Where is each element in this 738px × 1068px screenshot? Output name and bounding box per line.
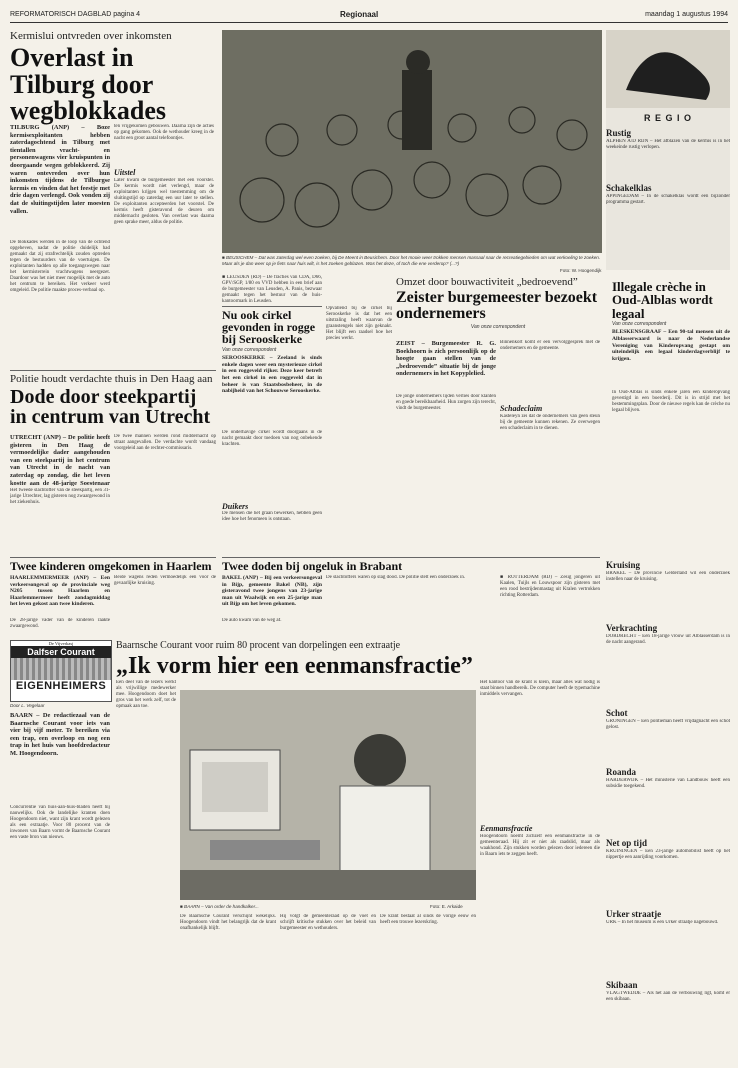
headline: Nu ook cirkel gevonden in rogge bij Serooskerke (222, 308, 316, 347)
kicker: Kermislui ontvreden over inkomsten (10, 30, 172, 42)
body-text-2: Beide wagens reden vermoedelijk een voor de gevaarlijke kruising. (114, 575, 216, 586)
regio-heading: Kruising (606, 560, 641, 570)
article-serooskerke (222, 306, 322, 411)
news-brief-leusden: ■ LEUSDEN (RD) – De fracties van CDA, D66, GPV/SGP, 1/80 en VVD hebben in een brief aan de burgemeester van Leusden, A. Panis, bezwaar gemaakt tegen het bestuur van de huis-kantoormark in Leusden. (222, 275, 322, 304)
kicker: Baarnsche Courant voor ruim 80 procent van dorpelingen een extraatje (116, 640, 401, 651)
regio-column-bottom (606, 556, 730, 1056)
body-text: In Oud-Alblas is sinds enkele jaren een kinderopvang gevestigd in een boerderij. Dit is in strijd met het bestemmingsplan. Door de nieuwe regels kan de crèche nu legaal blijven. (612, 390, 730, 413)
body-text: De jonge ondernemers lijden verlies door klanten en goede bereikbaarheid. Hun zorgen zijn terecht, vindt de burgemeester. (396, 394, 496, 411)
regio-text: HARDERWIJK – Het ministerie van Landbouw heeft een subsidie toegekend. (606, 778, 730, 789)
body-text-5: De krant bestaat al sinds de vorige eeuw en heeft een trouwe lezerskring. (380, 914, 476, 925)
article-tilburg (10, 30, 220, 125)
byline: Van onze correspondent (612, 320, 667, 327)
article-zeist (396, 276, 600, 330)
body-text: Concurrentie van huis-aan-huis-bladen heeft hij nauwelijks. Ook de landelijke kranten doen Hoogendoorn niet, want zijn krant wordt gelezen als een extraatje. Voor 80 procent van de inwoners van Baarn vormt de Baarnsche Courant een vaste bron van nieuws. (10, 805, 110, 840)
article-haarlem (10, 557, 216, 572)
subheading: Schadeclaim (500, 404, 543, 413)
body-text-2: Een deel van de lezers werkt als vrijwillige medewerker mee. Hoogendoorn doet het gros van het werk zelf, tot de opmaak aan toe. (116, 680, 176, 709)
article-brabant (222, 557, 600, 572)
bicycles-illustration (222, 30, 602, 253)
body-text: De auto kwam van de weg af. (222, 618, 282, 623)
regio-heading: Urker straatje (606, 909, 662, 919)
regio-heading: Schakelklas (606, 183, 652, 193)
lead-paragraph: BAKEL (ANP) – Bij een verkeersongeval in Bijp, gemeente Bakel (NB), zijn gisteravond twee jongens van 23-jarige man uit Waalwijk en een 25-jarige man uit Bijp om het leven gekomen. (222, 575, 322, 608)
regio-heading: Net op tijd (606, 838, 647, 848)
regio-heading: Roanda (606, 767, 637, 777)
headline: Zeister burgemeester bezoekt ondernemers (396, 289, 598, 323)
headline: Dode door steekpartij in centrum van Utrecht (10, 386, 211, 429)
article-utrecht (10, 370, 216, 428)
body-text-3: Kasteleyn zei dat de ondernemers van geen steun bij de gemeente kunnen rekenen. Ze overwegen een schadeclaim in te dienen. (500, 414, 600, 431)
regio-text: ALPHEN A/D RIJN – Het afblazen van de kermis is in het weekeinde rustig verlopen. (606, 139, 730, 150)
body-text-2: De mensen die het graan bewerken, hebben geen idee hoe het fenomeen is ontstaan. (222, 511, 322, 522)
lead-paragraph: UTRECHT (ANP) – De politie heeft gisteren in Den Haag de vermoedelijke dader aangehouden van een steekpartij in het centrum van Utrecht in de nacht van zaterdag op zondag, die het leven kostte aan de 48-jarige Soestenaar (10, 434, 110, 486)
advert-image (11, 658, 111, 680)
regio-text: DORDRECHT – Een 18-jarige vrouw uit Alblasserdam is in de nacht aangerand. (606, 634, 730, 645)
body-text-4: Hij volgt de gemeenteraad op de voet en schrijft kritische stukken over het beleid van burgemeester en wethouders. (280, 914, 376, 931)
body-text: Het tweede slachtoffer van de steekpartij, een 31-jarige Utrechter, lag gisteren nog zwaargewond in het ziekenhuis. (10, 488, 110, 505)
lead-paragraph: TILBURG (ANP) – Boze kermisexploitanten hebben zaterdagochtend in Tilburg met tientallen vracht- en personenwagens vier kruispunten in doorgaande wegen geblokkeerd. Zij waren ontevreden over hun inkomsten tijdens de Tilburgse kermis en vinden dat het feestje met drie dagen verlengd. Ook vonden zij dat de sluitingstijden later moesten vallen. (10, 124, 110, 215)
office-photo (180, 690, 476, 900)
regio-text: VLAGTWEDDE – Als het aan de verbouwing ligt, komt er een skibaan. (606, 991, 730, 1002)
body-text: De 28-jarige vader van de kinderen raakte zwaargewond. (10, 618, 110, 629)
body-text: De onderhavige cirkel wordt doorgaans in de nacht gemaakt door toedoen van nog onbekende krachten. (222, 430, 322, 447)
regio-heading: Schot (606, 708, 628, 718)
regio-map-icon (606, 30, 730, 108)
headline: Twee doden bij ongeluk in Brabant (222, 559, 403, 573)
office-illustration (180, 690, 476, 900)
section-name: Regionaal (340, 10, 379, 19)
headline: Overlast in Tilburg door wegblokkades (10, 43, 167, 126)
photo-credit: Foto: E. Arkaide (430, 904, 463, 909)
byline: Van onze correspondent (222, 346, 277, 353)
page-header (10, 8, 728, 23)
regio-text: GRONINGEN – Een politieman heeft vrijdagnacht een schot gelost. (606, 719, 730, 730)
column-rule (606, 276, 608, 552)
subheading: Duikers (222, 502, 249, 511)
body-text-3: Later kwam de burgemeester met een voorstel. De kermis wordt niet verlengd, maar de exploitanten krijgen wel toestemming om de sluitingstijd op zaterdag een uur later te stellen. De exploitanten accepteerden het voorstel. De kermis heeft gisteravond de deuren om middernacht gesloten. Van overlast was daarna geen sprake meer, aldus de politie. (114, 178, 214, 225)
kicker: Politie houdt verdachte thuis in Den Haag aan (10, 373, 213, 385)
body-text: De blokkades werden in de loop van de ochtend opgeheven, nadat de politie duidelijk had gemaakt dat zij strafrechtelijk zouden optreden tegen de bestuurders van de voertuigen. De exploitanten hadden op alle toegangswegen naar het kermisterrein vrachtwagens neergezet. Daardoor was het niet meer mogelijk met de auto het centrum te bereiken. Het verkeer werd omgeleid. De politie maakte proces-verbaal op. (10, 240, 110, 293)
body-text-2: ten vrijgekomen gebouwen. Daarna zijn de acties op gang gekomen. Ook de wethouder kreeg in de nacht een groot aantal telefoontjes. (114, 124, 214, 141)
photo-caption: ■ BEUSICHEM – Dat was zaterdag wel even zoeken, bij De Meent in Beusichem. Door het mooie weer trokken mensen massaal naar de recreatiegebieden om wat verkoeling te zoeken. Maar als je dan weer op je fiets naar huis wilt, is het zoeken geblazen. Was het deze, of toch die ene verderop? (...?) (222, 255, 601, 266)
news-brief-rotterdam: ■ ROTTERDAM (RD) – Zesig jongeren uit Kaalen, Tuijls en Louwspoor zijn gisteren met een rood bestrijdenmastag uit Kralen vertrokken richting Rotterdam. (500, 575, 600, 598)
regio-text: URK – In het museum is een Urker straatje nagebouwd. (606, 920, 719, 925)
article-baarn (116, 640, 600, 678)
regio-heading: Rustig (606, 128, 632, 138)
issue-date: maandag 1 augustus 1994 (645, 11, 728, 18)
photo-caption: ■ BAARN – Van order de handkalker... (180, 904, 259, 909)
advert-name: Dalfser Courant (11, 646, 111, 658)
lead-paragraph: ZEIST – Burgemeester R. G. Boekhoorn is zich persoonlijk op de hoogte gaan stellen van de „bedroevende” situatie bij de jonge ondernemers in het Kopyplelied. (396, 340, 496, 378)
photo-credit: Foto: W. Hoogendijk (560, 268, 602, 273)
regio-text: KRUININGEN – Een 23-jarige automobilist heeft op het nippertje een aanrijding voorkomen. (606, 849, 730, 860)
regio-text: APPINGEDAM – In de schakelklas wordt een bijzonder programma gestart. (606, 194, 730, 205)
kicker: Omzet door bouwactiviteit „bedroevend” (396, 276, 578, 288)
regio-tag: R E G I O (643, 113, 692, 123)
body-text-2: De twee mannen werden rond middernacht op straat aangevallen. De verdachte wordt vandaag voorgeleid aan de rechter-commissaris. (114, 434, 216, 451)
byline: Door L. Vegelaar (10, 703, 45, 708)
body-text-3: Opvallend bij de cirkel bij Serooskerke is dat het een uitstraling heeft waarvan de graanstengels niet zijn geknakt. Het blijft een raadsel hoe het precies werkt. (326, 306, 392, 341)
body-text-3: De Baarnsche Courant verschijnt wekelijks. Hoogendoorn vindt het belangrijk dat de krant onafhankelijk blijft. (180, 914, 276, 931)
lead-paragraph: BAARN – De redactiezaal van de Baarnsche Courant voor iets van vier bij vijf meter. Te bereiken via een trap, een overloop en nog een trap in het huis van hoofdredacteur M. Hoogendoorn. (10, 712, 110, 757)
paper-name: REFORMATORISCH DAGBLAD pagina 4 (10, 11, 141, 18)
regio-heading: Skibaan (606, 980, 638, 990)
lead-paragraph: BLESKENSGRAAF – Een 90-tal mensen uit de Alblasserwaard is naar de Nederlandse Vereniging van Kinderopvang gestapt om uiteindelijk een legaal kinderdagverblijf te krijgen. (612, 329, 730, 362)
subheading: Uitstel (114, 168, 136, 177)
headline: Illegale crèche in Oud-Alblas wordt legaal (612, 279, 713, 321)
lead-paragraph: SEROOSKERKE – Zeeland is sinds enkele dagen weer een mysterieuze cirkel in een roggeveld rijker. Deze keer betreft het een cirkel in een roggeveld dat in beheer is van Staatsbosbeheer, in de nabijheid van het Schouwse Serooskerke. (222, 355, 322, 395)
headline: Twee kinderen omgekomen in Haarlem (10, 559, 212, 573)
body-text-7: Hoogendoorn noemt zichzelf een eenmansfractie in de gemeenteraad. Hij zit er niet als raadslid, maar als waakhond. Zijn stukken worden gelezen door iedereen die in Baarn iets te zeggen heeft. (480, 834, 600, 857)
regio-heading: Verkrachting (606, 623, 658, 633)
article-creche (612, 280, 730, 379)
body-text-2: Binnenkort komt er een vervolggesprek met de ondernemers en de gemeente. (500, 340, 600, 351)
regio-text: BRAKEL – De provincie Gelderland wil een onderzoek instellen naar de kruising. (606, 571, 730, 582)
lead-paragraph: HAARLEMMERMEER (ANP) – Een verkeersongeval op de provinciale weg N205 tussen Haarlem en Haarlemmermeer heeft zondagmiddag het leven gekost aan twee kinderen. (10, 575, 110, 608)
subheading: Eenmansfractie (480, 824, 533, 833)
advert-lead: De Vijverkasj (48, 641, 74, 646)
body-text-6: Het kantoor van de krant is klein, maar alles wat nodig is staat binnen handbereik. De computer heeft de typemachine inmiddels vervangen. (480, 680, 600, 697)
bicycles-photo (222, 30, 602, 253)
dalfser-advert (10, 640, 112, 702)
byline: Van onze correspondent (470, 323, 526, 330)
body-text-2: De slachtoffers waren op slag dood. De politie stelt een onderzoek in. (326, 575, 466, 580)
regio-column-top (606, 124, 730, 274)
advert-banner: EIGENHEIMERS (15, 680, 107, 692)
headline: „Ik vorm hier een eenmansfractie” (116, 653, 473, 679)
